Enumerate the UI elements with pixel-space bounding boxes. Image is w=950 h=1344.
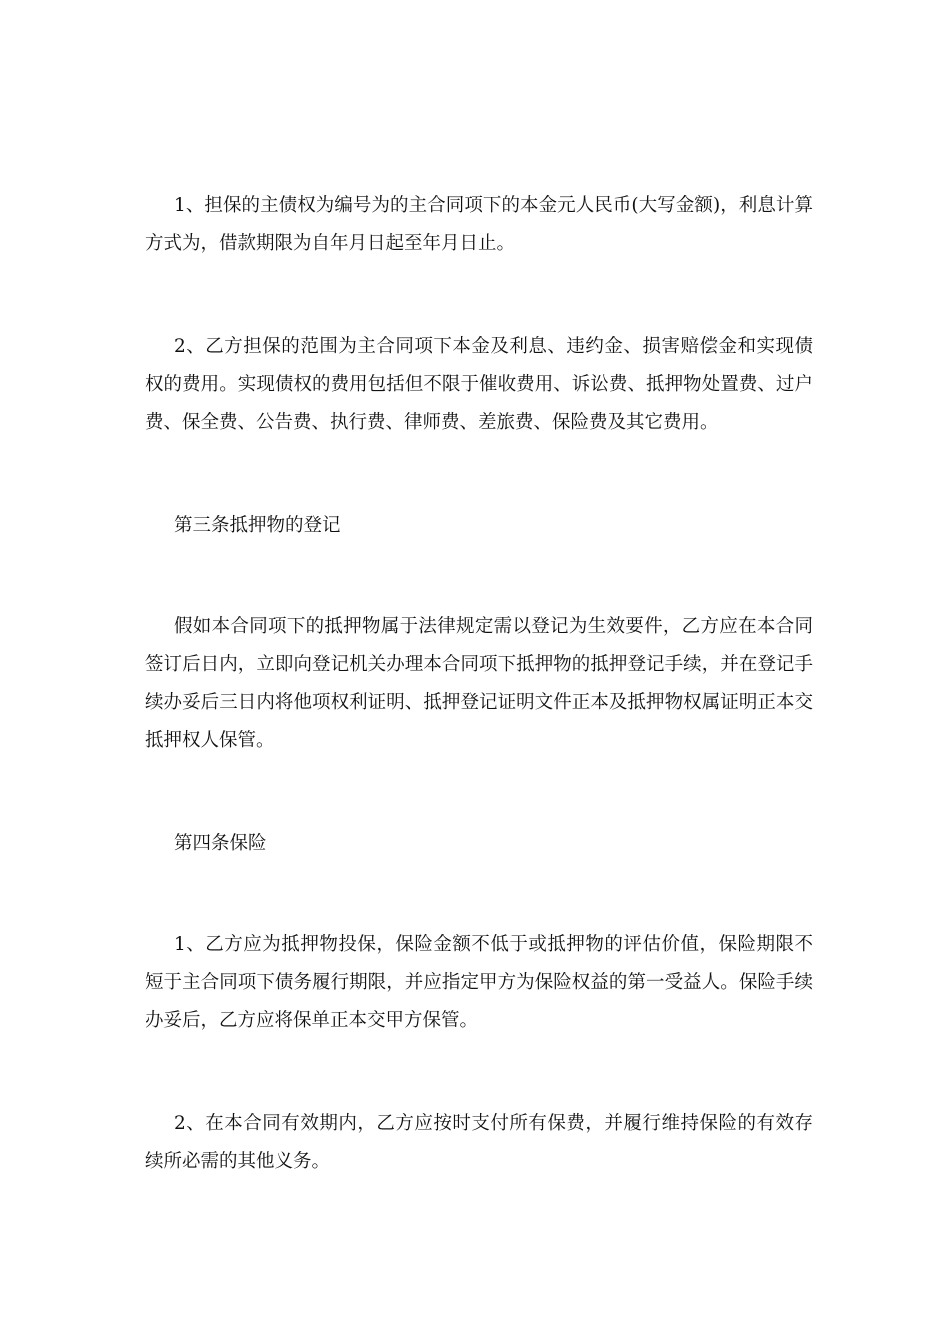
paragraph-insurance-2: 2、在本合同有效期内，乙方应按时支付所有保费，并履行维持保险的有效存续所必需的其他义务。 <box>145 1113 813 1172</box>
heading-article-3: 第三条抵押物的登记 <box>174 515 341 536</box>
paragraph-principal-debt: 1、担保的主债权为编号为的主合同项下的本金元人民币(大写金额)，利息计算方式为，借款期限为自年月日起至年月日止。 <box>145 195 813 254</box>
paragraph-guarantee-scope: 2、乙方担保的范围为主合同项下本金及利息、违约金、损害赔偿金和实现债权的费用。实现债权的费用包括但不限于催收费用、诉讼费、抵押物处置费、过户费、保全费、公告费、执行费、律师费、差旅费、保险费及其它费用。 <box>145 336 813 433</box>
heading-article-4: 第四条保险 <box>174 833 267 854</box>
paragraph-insurance-1: 1、乙方应为抵押物投保，保险金额不低于或抵押物的评估价值，保险期限不短于主合同项下债务履行期限，并应指定甲方为保险权益的第一受益人。保险手续办妥后，乙方应将保单正本交甲方保管。 <box>145 934 813 1031</box>
paragraph-registration: 假如本合同项下的抵押物属于法律规定需以登记为生效要件，乙方应在本合同签订后日内，立即向登记机关办理本合同项下抵押物的抵押登记手续，并在登记手续办妥后三日内将他项权利证明、抵押登记证明文件正本及抵押物权属证明正本交抵押权人保管。 <box>145 616 813 751</box>
